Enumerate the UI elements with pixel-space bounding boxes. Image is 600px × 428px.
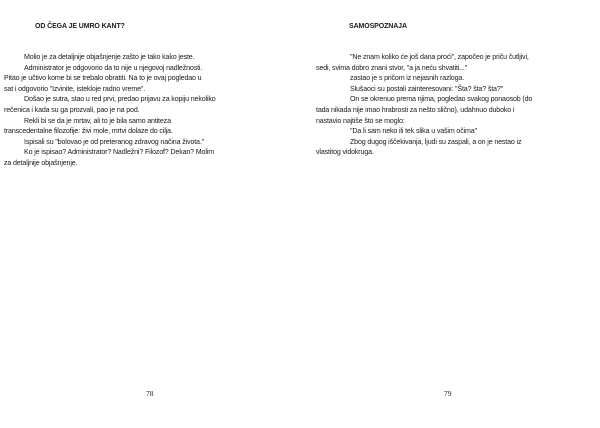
right-page: [300, 0, 600, 428]
text-line: zastao je s pričom iz nejasnih razloga.: [350, 74, 465, 83]
text-line: Administrator je odgovorio da to nije u njegovoj nadležnosti.: [24, 63, 203, 72]
text-line: sedi, svima dobro znani stvor, "a ja neću shvatiti...": [316, 63, 468, 72]
left-page-body: [4, 52, 266, 169]
text-line: transcedentalne filozofije: živi mole, mrtvi dolaze do cilja.: [4, 127, 173, 136]
text-line: za detaljnije objašnjenje.: [4, 158, 78, 167]
text-line: nastavio najtiše što se moglo:: [316, 116, 405, 125]
right-page-title: SAMOSPOZNAJA: [349, 23, 407, 30]
text-line: Zbog dugog iščekivanja, ljudi su zaspali, a on je nestao iz: [350, 137, 522, 146]
text-line: Slušaoci su postali zainteresovani: "Šta? šta? šta?": [350, 84, 503, 93]
text-line: tada nikada nije imao hrabrosti za nešto slično), udahnuo duboko i: [316, 105, 515, 114]
left-page-title: OD ČEGA JE UMRO KANT?: [35, 23, 125, 30]
text-line: "Da li sam neko ili tek slika u vašim očima": [350, 127, 477, 136]
text-line: Ispisali su "bolovao je od preteranog zdravog načina života.": [24, 137, 205, 146]
page-number: 78: [146, 389, 154, 398]
text-line: On se okrenuo prema njima, pogledao svakog ponaosob (do: [350, 95, 533, 104]
text-line: Molio je za detaljnije objašnjenje zašto je tako kako jeste.: [24, 53, 195, 61]
page-number: 79: [444, 389, 452, 398]
right-page-body: [316, 52, 578, 158]
text-line: Ko je ispisao? Administrator? Nadležni? Filozof? Dekan? Molim: [24, 148, 214, 157]
text-line: rečenica i kada su ga prozvali, pao je na pod.: [4, 105, 140, 114]
text-line: "Ne znam koliko će još dana proći", započeo je priču čutljivi,: [350, 53, 529, 61]
text-line: vlastitog vidokruga.: [316, 148, 374, 157]
text-line: Rekli bi se da je mrtav, ali to je bila samo antiteza: [24, 116, 171, 125]
text-line: Došao je sutra, stao u red prvi, predao prijavu za kopiju nekoliko: [24, 95, 216, 104]
text-line: Pitao je učtivo kome bi se trebalo obratiti. Na to je ovaj pogledao u: [4, 74, 202, 83]
text-line: sat i odgovorio "Izvinite, istekloje radno vreme".: [4, 84, 146, 93]
